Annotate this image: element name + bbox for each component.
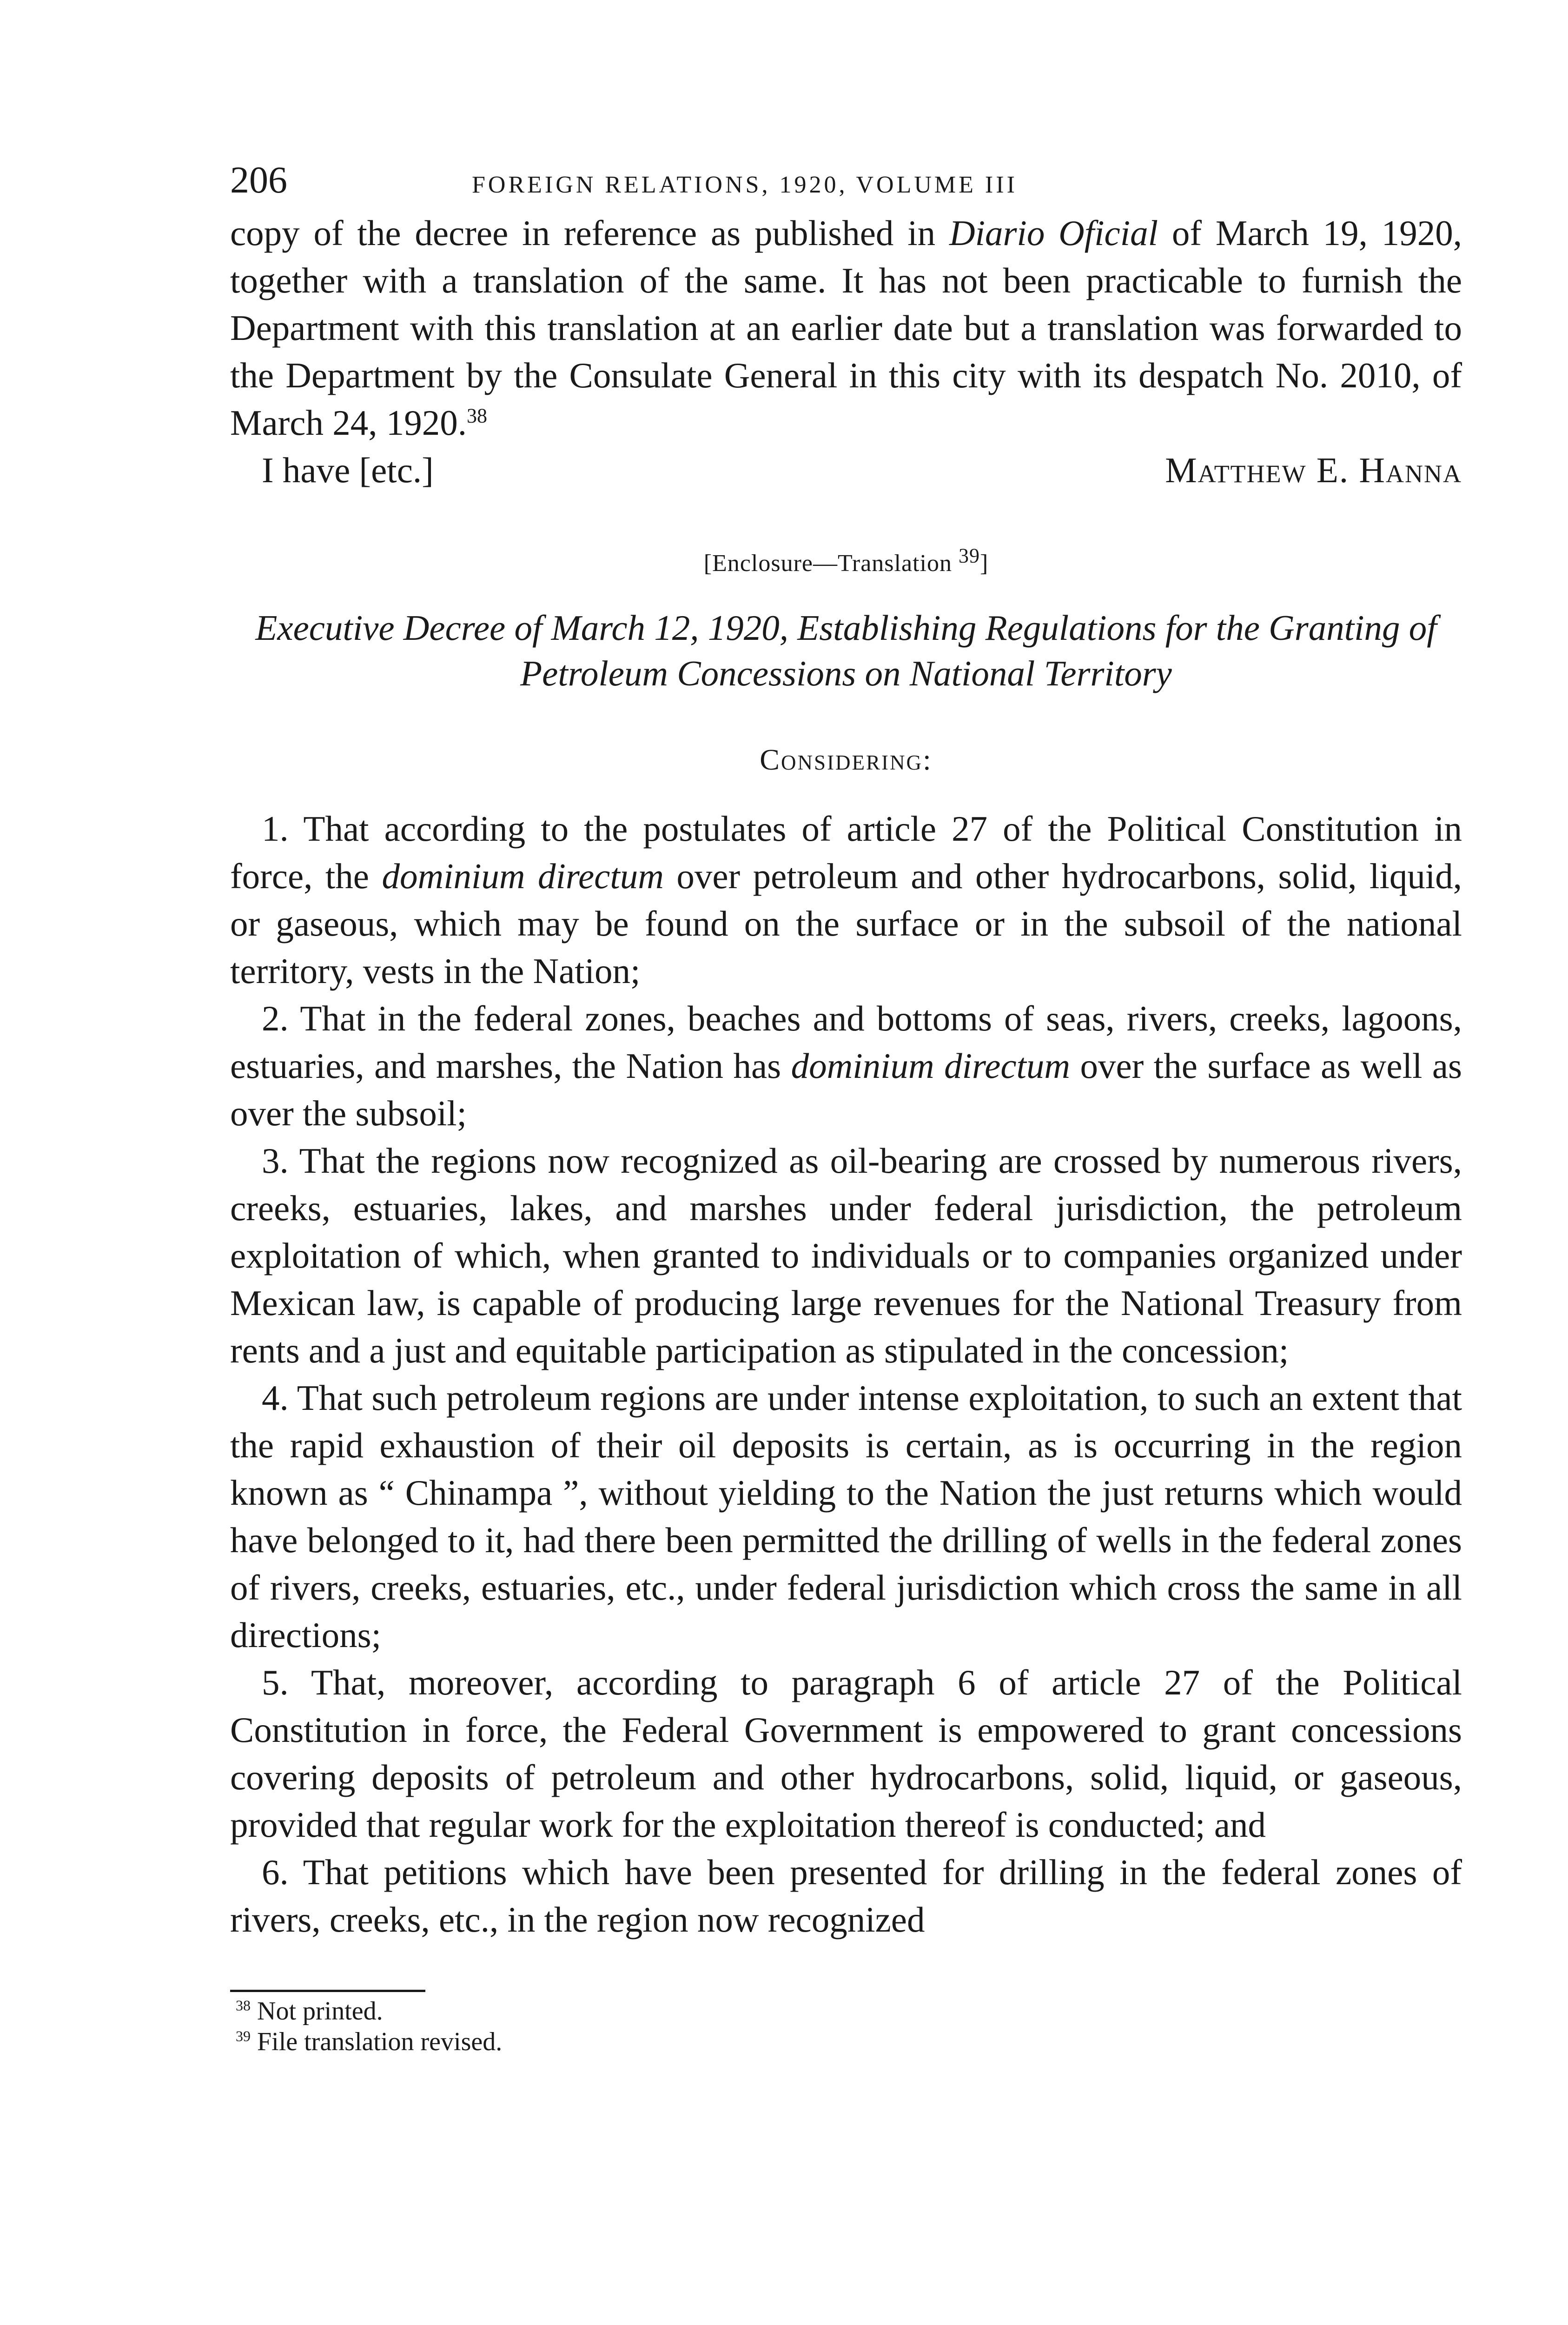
enclosure-text: [Enclosure—Translation xyxy=(703,550,959,577)
item-italic: dominium directum xyxy=(791,1046,1070,1086)
footnote-ref-38: 38 xyxy=(466,404,487,427)
page-number: 206 xyxy=(230,159,287,201)
considering-item-2 xyxy=(230,995,1462,1137)
considering-item-1 xyxy=(230,805,1462,995)
signature: Matthew E. Hanna xyxy=(1165,450,1462,490)
intro-text-2: of March 19, 1920, together with a translation of the same. It has not been practicable to furnish the Department with this translation at an earlier date but a translation was forwarded to the Department by the Consulate General in this city with its despatch No. 2010, of March 24, 1920. xyxy=(230,213,1462,443)
decree-title: Executive Decree of March 12, 1920, Establishing Regulations for the Granting of Petroleum Concessions on National Territory xyxy=(255,608,1437,693)
footnote-ref-39: 39 xyxy=(958,544,980,567)
diario-oficial: Diario Oficial xyxy=(949,213,1158,253)
footnote-39 xyxy=(236,2026,1462,2057)
item-text: 2. That in the federal zones, beaches and bottoms of seas, rivers, creeks, lagoons, estuaries, and marshes, the Nation has xyxy=(230,998,1462,1086)
considering-item-3: 3. That the regions now recognized as oil-bearing are crossed by numerous rivers, creeks, estuaries, lakes, and marshes under federal jurisdiction, the petroleum exploitation of which, when granted to individuals or to companies organized under Mexican law, is capable of producing large revenues for the National Treasury from rents and a just and equitable participation as stipulated in the concession; xyxy=(230,1141,1462,1370)
closing-text: I have [etc.] xyxy=(262,450,434,490)
running-head: FOREIGN RELATIONS, 1920, VOLUME III xyxy=(472,172,1018,198)
footnote-text: Not printed. xyxy=(257,1997,383,2026)
page-header xyxy=(230,158,1462,209)
enclosure-close: ] xyxy=(979,550,989,577)
item-text: over petroleum and other hydrocarbons, solid, liquid, or gaseous, which may be found on the surface or in the subsoil of the national territory, vests in the Nation; xyxy=(230,856,1462,991)
document-page xyxy=(230,158,1462,2057)
considering-item-6: 6. That petitions which have been presented for drilling in the federal zones of rivers, creeks, etc., in the region now recognized xyxy=(230,1852,1462,1940)
item-text: over the surface as well as over the subsoil; xyxy=(230,1046,1462,1133)
footnotes xyxy=(230,1996,1462,2057)
footnote-text: File translation revised. xyxy=(257,2027,503,2056)
footnote-mark: 39 xyxy=(236,2027,251,2045)
intro-paragraph xyxy=(230,209,1462,446)
footnote-38 xyxy=(236,1996,1462,2026)
enclosure-note xyxy=(230,544,1462,577)
intro-text-1: copy of the decree in reference as published in xyxy=(230,213,949,253)
footnote-mark: 38 xyxy=(236,1997,251,2014)
item-text: 1. That according to the postulates of article 27 of the Political Constitution in force, the xyxy=(230,809,1462,896)
considering-item-5: 5. That, moreover, according to paragraph 6 of article 27 of the Political Constitution in force, the Federal Government is empowered to grant concessions covering deposits of petroleum and other hydrocarbons, solid, liquid, or gaseous, provided that regular work for the exploitation thereof is conducted; and xyxy=(230,1662,1462,1845)
considering-heading: Considering: xyxy=(760,743,933,776)
closing-line xyxy=(230,446,1462,494)
footnote-divider xyxy=(230,1990,425,1992)
considering-item-4: 4. That such petroleum regions are under intense exploitation, to such an extent that the rapid exhaustion of their oil deposits is certain, as is occurring in the region known as “ Chinampa ”, without yielding to the Nation the just returns which would have belonged to it, had there been permitted the drilling of wells in the federal zones of rivers, creeks, estuaries, etc., under federal jurisdiction which cross the same in all directions; xyxy=(230,1378,1462,1655)
item-italic: dominium directum xyxy=(382,856,664,896)
